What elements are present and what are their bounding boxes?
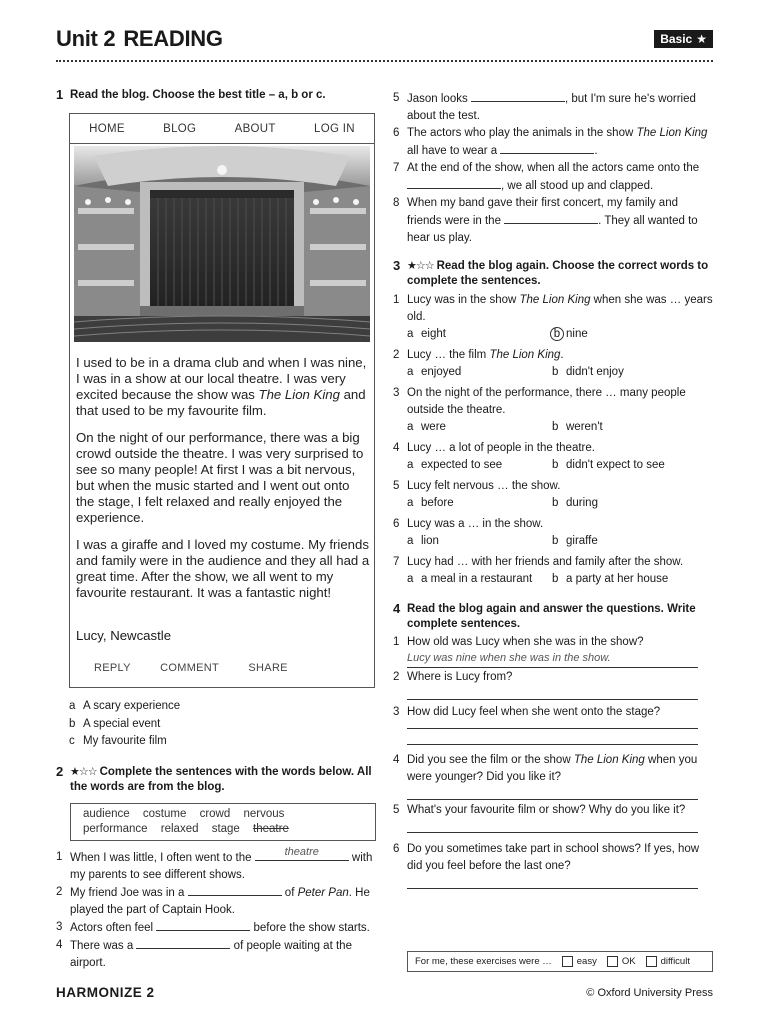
answer-blank[interactable]: [504, 212, 598, 224]
exercise-2-item-5: 5 Jason looks , but I'm sure he's worried about the test.: [393, 92, 696, 122]
feedback-prompt: For me, these exercises were …: [415, 956, 552, 967]
nav-login[interactable]: LOG IN: [314, 122, 355, 135]
nav-home[interactable]: HOME: [89, 122, 125, 135]
exercise-3-options: [393, 533, 715, 550]
nav-about[interactable]: ABOUT: [234, 122, 276, 135]
option-a[interactable]: a expected to see: [407, 459, 503, 471]
exercise-3-item-1: 1 Lucy was in the show The Lion King when she was … years old.: [393, 294, 713, 323]
exercise-3-item-4: 4 Lucy … a lot of people in the theatre.: [393, 442, 595, 454]
exercise-3-options: [393, 419, 715, 436]
exercise-2-instruction: 2 ★☆☆ Complete the sentences with the words below. All the words are from the blog.: [56, 763, 372, 793]
exercise-2-items: [56, 845, 376, 972]
share-link[interactable]: SHARE: [248, 662, 288, 674]
exercise-3-items: [393, 292, 715, 588]
exercise-4-item-5: 5 What's your favourite film or show? Why do you like it?: [393, 804, 686, 816]
word-chip: relaxed: [160, 822, 199, 835]
level-badge: Basic ★: [654, 30, 713, 48]
answer-blank[interactable]: [188, 884, 282, 896]
blog-paragraph: I was a giraffe and I loved my costume. My friends and family were in the audience and they all had a great time. After the show, we all went to my favourite restaurant. It was a fantastic night!: [76, 537, 370, 600]
answer-line[interactable]: [407, 686, 698, 700]
word-chip: nervous: [243, 807, 285, 820]
blog-paragraph: I used to be in a drama club and when I was nine, I was in a show at our local theatre. I was very excited because the show was The Lion King and that used to be my favourite film.: [76, 355, 367, 418]
option-a[interactable]: a A scary experience: [69, 700, 181, 712]
option-b[interactable]: b A special event: [69, 717, 161, 730]
exercise-3-item-3: 3 On the night of the performance, there … many people outside the theatre.: [393, 387, 686, 416]
exercise-1-instruction: 1 Read the blog. Choose the best title – a, b or c.: [56, 87, 326, 102]
word-chip: stage: [211, 822, 240, 835]
option-b[interactable]: b weren't: [552, 421, 603, 433]
feedback-difficult-label: difficult: [660, 956, 690, 967]
difficulty-stars-icon: ★☆☆: [407, 260, 434, 272]
option-a[interactable]: a eight: [407, 328, 446, 340]
right-column: [393, 88, 715, 889]
word-chip: crowd: [199, 807, 231, 820]
exercise-2-item-8: 8 When my band gave their first concert, my family and friends were in the . They all wanted to hear us play.: [393, 197, 698, 244]
option-b[interactable]: b giraffe: [552, 535, 598, 547]
page-header: [56, 26, 713, 56]
exercise-4-item-4: 4 Did you see the film or the show The Lion King when you were younger? Did you like it?: [393, 754, 698, 783]
checkbox-easy[interactable]: [562, 956, 573, 967]
exercise-2-item-7: 7 At the end of the show, when all the actors came onto the , we all stood up and clapped.: [393, 162, 700, 192]
answer-line[interactable]: [407, 721, 698, 729]
feedback-box: [407, 951, 713, 972]
difficulty-stars-icon: ★☆☆: [70, 765, 97, 778]
answer-line[interactable]: [407, 729, 698, 745]
exercise-3-options: [393, 457, 715, 474]
option-b-selected[interactable]: b nine: [552, 326, 697, 343]
answer-blank[interactable]: [407, 177, 501, 189]
blog-actions: [94, 662, 314, 674]
comment-link[interactable]: COMMENT: [160, 662, 220, 674]
answer-blank[interactable]: theatre: [255, 849, 349, 861]
exercise-4-item-6: 6 Do you sometimes take part in school shows? If yes, how did you feel before the last one?: [393, 843, 700, 872]
option-a[interactable]: a enjoyed: [407, 366, 462, 378]
answer-line[interactable]: [407, 786, 698, 800]
blog-post: [69, 113, 375, 688]
answer-blank[interactable]: [156, 919, 250, 931]
exercise-2-item-6: 6 The actors who play the animals in the show The Lion King all have to wear a .: [393, 127, 708, 157]
option-b[interactable]: b a party at her house: [552, 573, 669, 585]
exercise-3-options: [393, 364, 715, 381]
answer-blank[interactable]: [136, 937, 230, 949]
option-b[interactable]: b didn't enjoy: [552, 366, 624, 378]
left-column: [56, 88, 376, 972]
option-b[interactable]: b didn't expect to see: [552, 459, 665, 471]
exercise-2-items-continued: [393, 90, 715, 247]
brand-footer: HARMONIZE 2: [56, 985, 155, 1000]
exercise-3-item-6: 6 Lucy was a … in the show.: [393, 518, 544, 530]
answer-line[interactable]: [407, 875, 698, 889]
exercise-2-item-2: 2 My friend Joe was in a of Peter Pan. He played the part of Captain Hook.: [56, 885, 370, 916]
exercise-3-instruction: 3 ★☆☆ Read the blog again. Choose the correct words to complete the sentences.: [393, 258, 709, 287]
option-b[interactable]: b during: [552, 497, 598, 509]
nav-blog[interactable]: BLOG: [163, 122, 197, 135]
exercise-4-items: [393, 634, 715, 889]
option-a[interactable]: a a meal in a restaurant: [407, 573, 533, 585]
copyright: © Oxford University Press: [586, 987, 713, 999]
blog-paragraph: On the night of our performance, there was a big crowd outside the theatre. I was very surprised to see so many people! At first I was a bit nervous, but when the music started and I went out onto the stage, I felt relaxed and really enjoyed the experience.: [76, 430, 364, 525]
theatre-photo: [74, 146, 370, 342]
page-title: Unit 2 READING: [56, 26, 223, 51]
blog-body: [76, 355, 370, 612]
exercise-4-instruction: 4 Read the blog again and answer the questions. Write complete sentences.: [393, 601, 696, 630]
exercise-4-item-2: 2 Where is Lucy from?: [393, 671, 513, 683]
word-chip: costume: [142, 807, 187, 820]
exercise-1-options: [69, 698, 376, 751]
exercise-3-options: [393, 571, 715, 588]
exercise-2-item-3: 3 Actors often feel before the show starts.: [56, 920, 370, 934]
feedback-ok-label: OK: [621, 956, 636, 967]
exercise-3-options: [393, 495, 715, 512]
exercise-4-item-3: 3 How did Lucy feel when she went onto the stage?: [393, 706, 661, 718]
checkbox-ok[interactable]: [607, 956, 618, 967]
reply-link[interactable]: REPLY: [94, 662, 131, 674]
exercise-3-item-7: 7 Lucy had … with her friends and family after the show.: [393, 556, 684, 568]
exercise-4-item-1: 1 How old was Lucy when she was in the show?: [393, 636, 644, 648]
word-chip: performance: [83, 822, 148, 835]
star-icon: ★: [696, 32, 707, 46]
option-a[interactable]: a were: [407, 421, 446, 433]
answer-blank[interactable]: [500, 142, 594, 154]
blog-nav: [70, 114, 374, 144]
word-chip: audience: [83, 807, 130, 820]
answer-line[interactable]: [407, 819, 698, 833]
option-a[interactable]: a before: [407, 497, 454, 509]
word-chip-used: theatre: [253, 822, 289, 835]
feedback-easy-label: easy: [576, 956, 597, 967]
answer-line[interactable]: Lucy was nine when she was in the show.: [407, 651, 698, 668]
option-a[interactable]: a lion: [407, 535, 439, 547]
theatre-illustration: [74, 146, 370, 342]
exercise-3-item-2: 2 Lucy … the film The Lion King.: [393, 349, 564, 361]
exercise-2-item-1: 1 When I was little, I often went to the theatre with my parents to see different shows.: [56, 845, 373, 881]
option-c[interactable]: c My favourite film: [69, 735, 167, 747]
header-divider: [56, 60, 713, 62]
checkbox-difficult[interactable]: [646, 956, 657, 967]
exercise-2-item-4: 4 There was a of people waiting at the airport.: [56, 938, 352, 969]
answer-blank[interactable]: [471, 90, 565, 102]
word-box: [70, 803, 376, 841]
exercise-3-item-5: 5 Lucy felt nervous … the show.: [393, 480, 561, 492]
blog-signature: Lucy, Newcastle: [76, 628, 172, 643]
exercise-3-options: [393, 326, 715, 343]
circled-answer-icon: b: [550, 327, 564, 341]
